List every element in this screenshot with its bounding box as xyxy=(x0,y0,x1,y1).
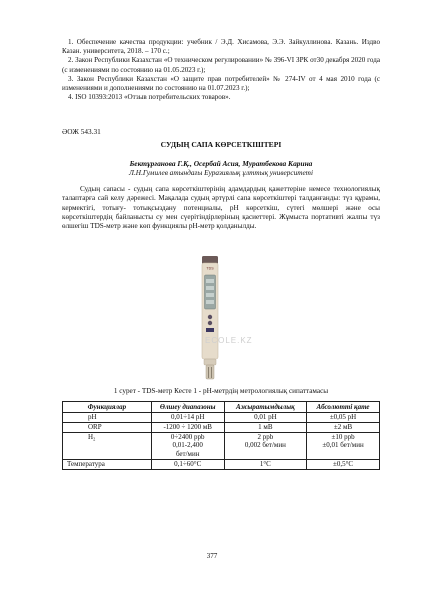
meter-button xyxy=(208,321,212,325)
article-authors: Бектұрғанова Г.Қ., Осербай Асия, Муратбекова Карина xyxy=(129,159,313,168)
table-cell xyxy=(224,432,306,459)
meter-probe xyxy=(206,365,214,379)
specification-table xyxy=(62,401,380,470)
cell-line: ±10 ppb xyxy=(331,432,355,441)
figure-caption: 1 сурет - TDS-метр Кесте 1 - рН-метрдің метрологиялық сипаттамасы xyxy=(113,387,329,395)
meter-button xyxy=(208,315,212,319)
table-row xyxy=(63,459,380,469)
table-header: Абсолютті қате xyxy=(307,402,380,413)
table-cell: 0,1÷60°C xyxy=(151,459,224,469)
table-cell xyxy=(307,432,380,459)
reference-item: 4. ISO 10393:2013 «Отзыв потребительских товаров». xyxy=(68,93,231,102)
cell-line: 0÷2400 ppb xyxy=(170,432,205,441)
table-cell: 1°C xyxy=(224,459,306,469)
table-cell: рН xyxy=(63,413,152,423)
cell-line: 0,002 бет/мин xyxy=(244,441,286,450)
table-row xyxy=(63,413,380,423)
table-header-row xyxy=(63,402,380,413)
table-cell: ORP xyxy=(63,422,152,432)
meter-probe-collar xyxy=(204,359,216,365)
table-cell: ±2 мВ xyxy=(307,422,380,432)
udc-code: ӘОЖ 543.31 xyxy=(62,127,101,136)
meter-brand-badge xyxy=(206,328,214,332)
cell-line: 0,01-2,400 xyxy=(172,441,203,450)
article-abstract: Судың сапасы - судың сапа көрсеткіштерінің адамдардың қажеттеріне немесе технологиялық талаптарға сай келу дәрежесі. Мақалада судың әртүрлі сапа көрсеткіштері талданғанды: түз құрамы, кермектігі, тотығу- тотықсыздану потенциалы, рН көрсеткіш, сүтегі мөлшері және осы көрсеткіштердің байланысты су мен сүерітіндірлеріның қасиеттері. Жұмыста портативті жалпы түз өлшегіш TDS-метр және көп функциялы рН-метр қолданылды. xyxy=(62,185,380,231)
table-row xyxy=(63,422,380,432)
table-cell: 0,01 pH xyxy=(224,413,306,423)
table-cell: Температура xyxy=(63,459,152,469)
table-header: Өлшеу диапазоны xyxy=(151,402,224,413)
watermark: ECOLE.KZ xyxy=(205,336,253,345)
page-number: 377 xyxy=(206,552,218,560)
table-cell: -1200 ÷ 1200 мВ xyxy=(151,422,224,432)
cell-line: ±0,01 бет/мин xyxy=(322,441,364,450)
table-cell: 0,01÷14 pH xyxy=(151,413,224,423)
meter-label: TDS xyxy=(206,266,214,271)
table-cell: H₂ xyxy=(63,432,152,459)
reference-list xyxy=(62,38,380,102)
table-row xyxy=(63,432,380,459)
cell-line: бет/мин xyxy=(175,450,200,459)
reference-item: 3. Закон Республики Казахстан «О защите прав потребителей» № 274-IV от 4 мая 2010 года (с изменениями и дополнениями по состоянию на 01.07.2023 г.); xyxy=(62,74,380,93)
table-cell: ±0,05 pH xyxy=(307,413,380,423)
table-cell xyxy=(151,432,224,459)
table-header: Функциялар xyxy=(63,402,152,413)
reference-item: 2. Закон Республики Казахстан «О техническом регулировании» № 396-VI ЗРК от30 декабря 2020 года (с изменениями по состоянию на 01.05.2023 г.); xyxy=(62,56,380,74)
article-title: СУДЫҢ САПА КӨРСЕТКІШТЕРІ xyxy=(160,140,282,149)
reference-item: 1. Обеспечение качества продукции: учебник / Э.Д. Хисамова, Э.Э. Зайкуллинова. Казань. Издво Казан. университета, 2018. – 170 с.; xyxy=(62,38,380,56)
table-cell: 1 мВ xyxy=(224,422,306,432)
table-cell: ±0,5°C xyxy=(307,459,380,469)
author-affiliation: Л.Н.Гумилев атындағы Еуразиялық ұлттық университеті xyxy=(129,168,313,177)
cell-line: 2 ppb xyxy=(257,432,274,441)
table-header: Ажыратымдылық xyxy=(224,402,306,413)
tds-meter-figure xyxy=(180,255,240,383)
